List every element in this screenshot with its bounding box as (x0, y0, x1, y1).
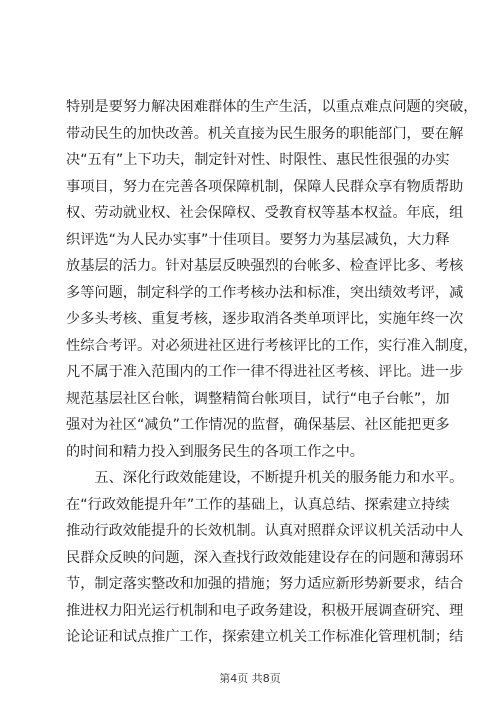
section-heading-line: 五、深化行政效能建设，不断提升机关的服务能力和水平。 (66, 470, 464, 486)
text-line: 强对为社区“减负”工作情况的监督，确保基层、社区能把更多 (66, 417, 450, 433)
text-line: 的时间和精力投入到服务民生的各项工作之中。 (66, 443, 364, 460)
text-line: 多等问题，制定科学的工作考核办法和标准，突出绩效考评，减 (66, 284, 464, 301)
document-body (66, 94, 478, 651)
text-line: 推进权力阳光运行机制和电子政务建设，积极开展调查研究、理 (66, 602, 464, 619)
text-line: 决“五有”上下功夫，制定针对性、时限性、惠民性很强的办实 (66, 152, 450, 168)
text-line: 织评选“为人民办实事”十佳项目。要努力为基层减负，大力释 (66, 231, 450, 248)
text-line: 民群众反映的问题，深入查找行政效能建设存在的问题和薄弱环 (66, 549, 464, 566)
text-line: 论论证和试点推广工作，探索建立机关工作标准化管理机制；结 (66, 629, 464, 645)
text-line: 规范基层社区台帐，调整精简台帐项目，试行“电子台帐”，加 (66, 390, 450, 407)
text-line: 特别是要努力解决困难群体的生产生活，以重点难点问题的突破， (66, 99, 478, 115)
text-line: 少多头考核、重复考核，逐步取消各类单项评比，实施年终一次 (66, 311, 464, 327)
text-line: 节，制定落实整改和加强的措施；努力适应新形势新要求，结合 (66, 576, 464, 592)
text-line: 推动行政效能提升的长效机制。认真对照群众评议机关活动中人 (66, 523, 464, 539)
text-line: 事项目，努力在完善各项保障机制，保障人民群众享有物质帮助 (66, 178, 464, 195)
text-line: 权、劳动就业权、社会保障权、受教育权等基本权益。年底，组 (66, 205, 464, 221)
text-line: 带动民生的加快改善。机关直接为民生服务的职能部门，要在解 (66, 125, 464, 142)
text-line: 凡不属于准入范围内的工作一律不得进社区考核、评比。进一步 (66, 364, 464, 380)
text-line: 性综合考评。对必须进社区进行考核评比的工作，实行准入制度， (66, 337, 478, 354)
text-line: 在“行政效能提升年”工作的基础上，认真总结、探索建立持续 (66, 496, 450, 513)
page-number-footer: 第4页 共8页 (219, 672, 281, 685)
text-line: 放基层的活力。针对基层反映强烈的台帐多、检查评比多、考核 (66, 258, 464, 274)
